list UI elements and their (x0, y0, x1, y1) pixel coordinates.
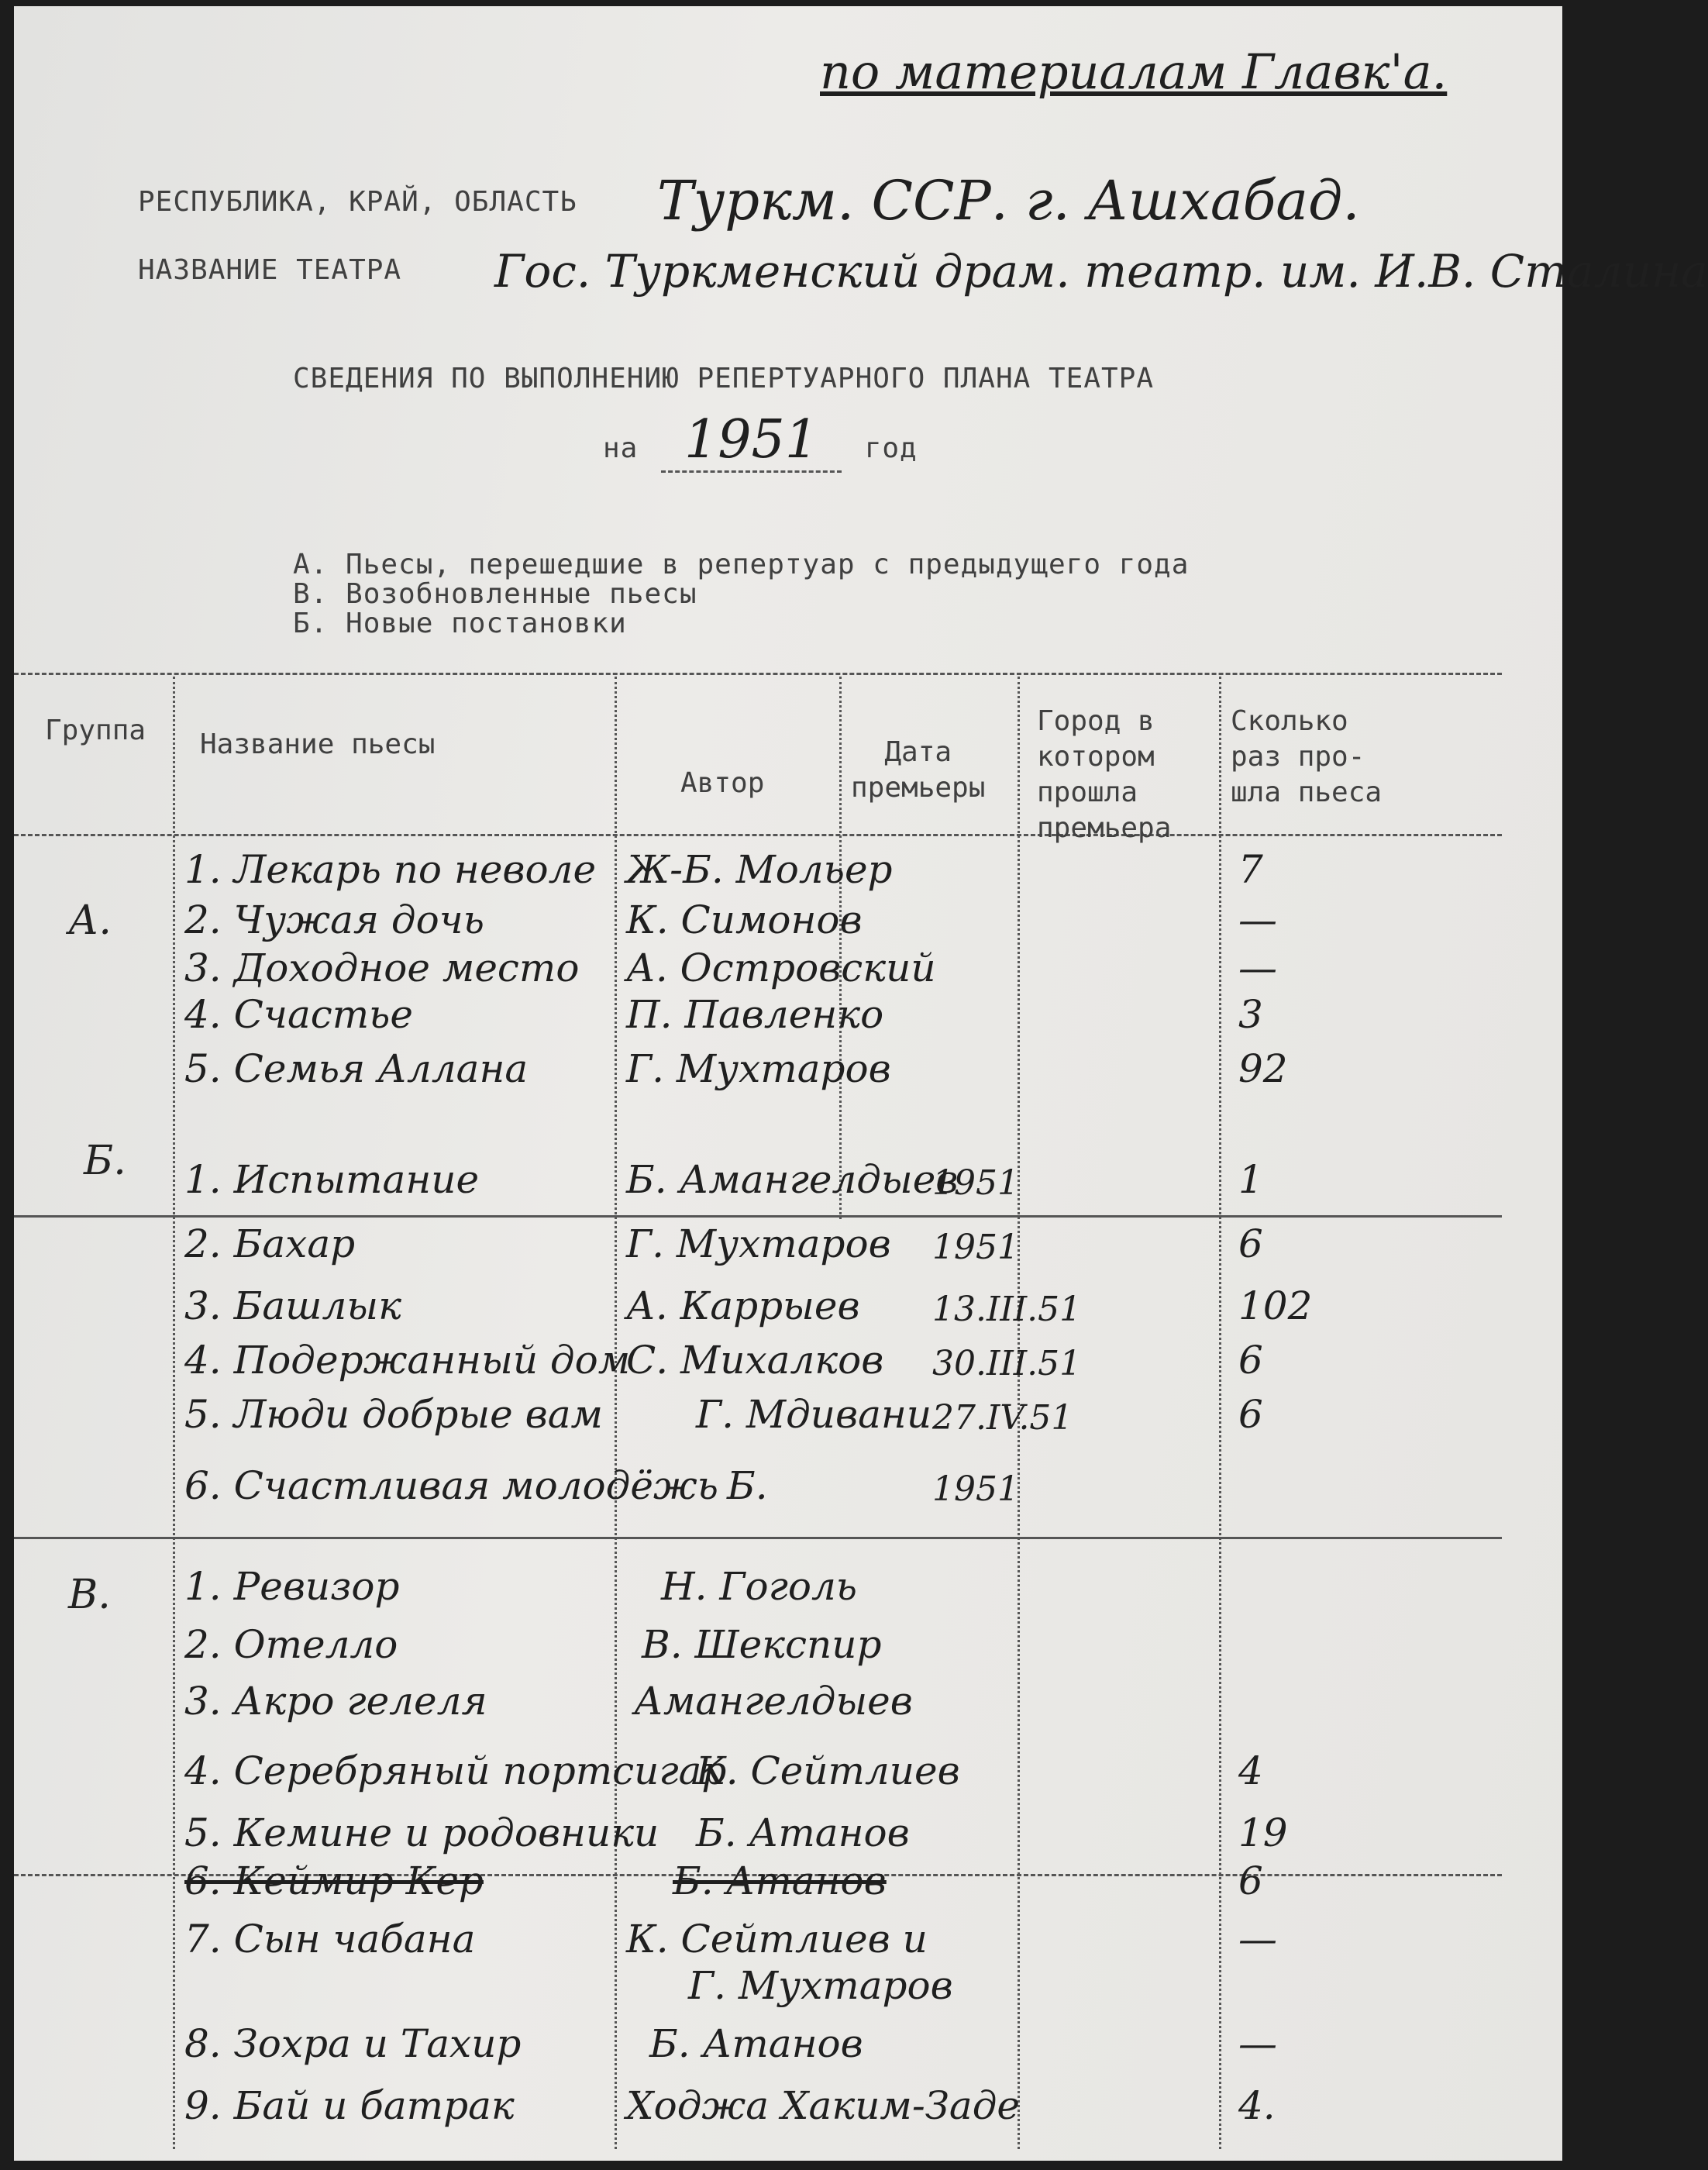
play-count: — (1238, 1917, 1277, 1962)
play-count: 6 (1238, 1392, 1263, 1437)
play-count: — (1238, 2021, 1277, 2066)
table-row-struck (14, 1858, 1562, 1913)
table-top-rule (14, 673, 1502, 675)
play-count: — (1238, 897, 1277, 942)
play-author: Амангелдыев (634, 1679, 913, 1724)
play-count: 19 (1238, 1810, 1288, 1855)
play-title: 1. Лекарь по неволе (184, 847, 597, 892)
play-author: К. Сейтлиев и (626, 1917, 928, 1962)
play-title: 2. Чужая дочь (184, 897, 485, 942)
col-header-count: Сколько раз про- шла пьеса (1231, 705, 1383, 808)
play-author: Г. Мухтаров (626, 1221, 891, 1266)
group-a-b-rule (14, 1215, 1502, 1218)
table-row (14, 1157, 1562, 1211)
table-row (14, 1046, 1562, 1100)
table-row (14, 1463, 1562, 1517)
play-author: Б. (727, 1463, 768, 1508)
play-count: 102 (1238, 1283, 1313, 1328)
play-author: А. Каррыев (626, 1283, 860, 1328)
play-title: 7. Сын чабана (184, 1917, 476, 1962)
table-row (14, 1221, 1562, 1276)
republic-label: РЕСПУБЛИКА, КРАЙ, ОБЛАСТЬ (138, 186, 577, 218)
group-b-v-rule (14, 1537, 1502, 1539)
year-line (603, 409, 918, 470)
play-count: 7 (1238, 847, 1263, 892)
play-title: 9. Бай и батрак (184, 2083, 515, 2128)
play-title: 8. Зохра и Тахир (184, 2021, 522, 2066)
play-author: Г. Мухтаров (626, 1046, 891, 1091)
play-count: 1 (1238, 1157, 1263, 1202)
play-title: 1. Ревизор (184, 1564, 400, 1609)
group-letter-b: Б. (84, 1138, 126, 1184)
premiere-date: 1951 (932, 1228, 1019, 1267)
play-title: 6. Кеймир Кер (184, 1858, 484, 1903)
play-title: 6. Счастливая молодёжь (184, 1463, 718, 1508)
table-row (14, 1338, 1562, 1392)
col-header-group: Группа (45, 715, 146, 746)
top-annotation: по материалам Главк'а. (820, 43, 1448, 100)
legend-b: Б. Новые постановки (293, 608, 627, 639)
play-author: Б. Атанов (696, 1810, 910, 1855)
theatre-value: Гос. Туркменский драм. театр. им. И.В. Сталина (494, 245, 1708, 298)
table-row (14, 847, 1562, 901)
premiere-date: 13.III.51 (932, 1290, 1082, 1329)
year-prefix: на (603, 432, 639, 464)
play-count: 4. (1238, 2083, 1276, 2128)
table-row (14, 1917, 1562, 2017)
table-row (14, 1679, 1562, 1733)
table-row (14, 1622, 1562, 1676)
play-title: 4. Подержанный дом (184, 1338, 631, 1383)
table-row (14, 992, 1562, 1046)
report-heading: СВЕДЕНИЯ ПО ВЫПОЛНЕНИЮ РЕПЕРТУАРНОГО ПЛАНА ТЕАТРА (293, 363, 1155, 394)
play-author: А. Островский (626, 946, 936, 990)
play-title: 5. Кемине и родовники (184, 1810, 659, 1855)
year-value: 1951 (661, 409, 842, 473)
play-count: 6 (1238, 1858, 1263, 1903)
play-title: 3. Башлык (184, 1283, 401, 1328)
col-header-author: Автор (680, 767, 765, 799)
play-title: 2. Отелло (184, 1622, 398, 1667)
play-title: 4. Счастье (184, 992, 413, 1037)
play-author: П. Павленко (626, 992, 884, 1037)
table-row (14, 1283, 1562, 1338)
table-row (14, 2021, 1562, 2075)
play-author: К. Симонов (626, 897, 863, 942)
play-title: 5. Семья Аллана (184, 1046, 529, 1091)
play-title: 3. Доходное место (184, 946, 580, 990)
premiere-date: 1951 (932, 1163, 1019, 1203)
play-author: Б. Атанов (649, 2021, 863, 2066)
col-header-title: Название пьесы (200, 728, 436, 760)
table-row (14, 1564, 1562, 1618)
republic-value: Туркм. ССР. г. Ашхабад. (657, 169, 1360, 232)
play-title: 4. Серебряный портсигар (184, 1748, 727, 1793)
play-author: Ж-Б. Мольер (626, 847, 893, 892)
play-count: 4 (1238, 1748, 1263, 1793)
group-letter-a: А. (68, 897, 112, 944)
play-author: В. Шекспир (642, 1622, 882, 1667)
play-count: 92 (1238, 1046, 1288, 1091)
play-count: 6 (1238, 1221, 1263, 1266)
play-title: 2. Бахар (184, 1221, 356, 1266)
legend-a: А. Пьесы, перешедшие в репертуар с предыдущего года (293, 549, 1190, 580)
group-letter-v: В. (68, 1572, 111, 1618)
play-count: — (1238, 946, 1277, 990)
play-title: 3. Акро гелеля (184, 1679, 487, 1724)
play-title: 5. Люди добрые вам (184, 1392, 604, 1437)
play-author: Г. Мдивани (696, 1392, 932, 1437)
year-suffix: год (864, 432, 918, 464)
col-header-city: Город в котором прошла премьера (1037, 705, 1172, 844)
premiere-date: 27.IV.51 (932, 1398, 1073, 1438)
document-sheet (14, 6, 1708, 2161)
play-author: Н. Гоголь (661, 1564, 858, 1609)
col-header-date: Дата премьеры (851, 736, 986, 804)
play-count: 3 (1238, 992, 1263, 1037)
play-author: Б. Амангелдыев (626, 1157, 959, 1202)
table-row (14, 897, 1562, 952)
play-author: К. Сейтлиев (696, 1748, 960, 1793)
play-title: 1. Испытание (184, 1157, 480, 1202)
table-row (14, 1392, 1562, 1446)
play-author: Б. Атанов (673, 1858, 887, 1903)
legend-v: В. Возобновленные пьесы (293, 578, 697, 610)
table-row (14, 2083, 1562, 2137)
play-author-second-line: Г. Мухтаров (688, 1963, 953, 2008)
play-count: 6 (1238, 1338, 1263, 1383)
play-author: Ходжа Хаким-Заде (626, 2083, 1020, 2128)
premiere-date: 1951 (932, 1469, 1019, 1509)
table-row (14, 1748, 1562, 1803)
header-bottom-rule (14, 834, 1502, 836)
play-author: С. Михалков (626, 1338, 884, 1383)
table-row (14, 1810, 1562, 1865)
premiere-date: 30.III.51 (932, 1344, 1082, 1383)
theatre-label: НАЗВАНИЕ ТЕАТРА (138, 254, 402, 286)
